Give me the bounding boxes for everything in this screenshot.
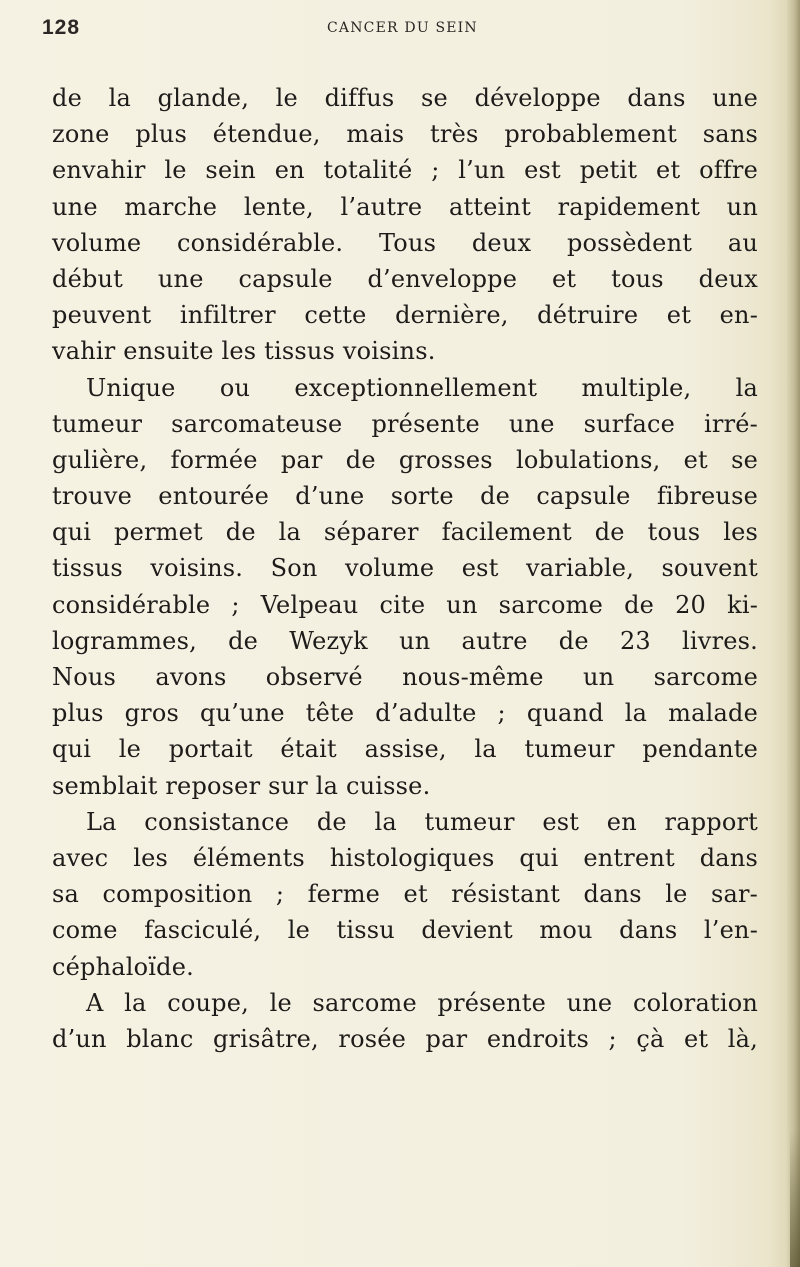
paragraph-first-line: La consistance de la tumeur est en rapport (86, 807, 758, 836)
text-line: zone plus étendue, mais très probablement sans (52, 120, 758, 149)
paragraph-end-line: vahir ensuite les tissus voisins. (52, 337, 436, 366)
page-edge-shadow (786, 0, 800, 1267)
text-line: tissus voisins. Son volume est variable, souvent (52, 554, 758, 583)
page-number: 128 (42, 16, 81, 39)
page-header (42, 16, 762, 46)
text-line: tumeur sarcomateuse présente une surface irré- (52, 409, 758, 438)
page-edge-stain (790, 1130, 800, 1267)
paragraph-first-line: Unique ou exceptionnellement multiple, la (86, 373, 758, 402)
text-line: come fasciculé, le tissu devient mou dans l’en- (52, 916, 758, 945)
text-line: qui le portait était assise, la tumeur pendante (52, 735, 758, 764)
text-line: Nous avons observé nous-même un sarcome (52, 663, 758, 691)
text-line: volume considérable. Tous deux possèdent au (52, 228, 758, 257)
text-line: avec les éléments histologiques qui entrent dans (52, 843, 758, 872)
text-line: qui permet de la séparer facilement de tous les (52, 518, 758, 547)
text-line: gulière, formée par de grosses lobulations, et se (52, 445, 758, 474)
text-line: considérable ; Velpeau cite un sarcome de 20 ki- (52, 590, 758, 619)
body-text (52, 80, 758, 1057)
paragraph-first-line: A la coupe, le sarcome présente une coloration (86, 988, 758, 1017)
paragraph-end-line: céphaloïde. (52, 952, 194, 981)
paragraph-end-line: semblait reposer sur la cuisse. (52, 771, 431, 800)
text-line: trouve entourée d’une sorte de capsule fibreuse (52, 482, 758, 511)
text-line: de la glande, le diffus se développe dans une (52, 84, 758, 112)
text-line: d’un blanc grisâtre, rosée par endroits ; çà et là, (52, 1024, 758, 1053)
text-line: sa composition ; ferme et résistant dans le sar- (52, 880, 758, 909)
running-head: CANCER DU SEIN (327, 20, 478, 36)
text-line: envahir le sein en totalité ; l’un est petit et offre (52, 156, 758, 185)
text-line: peuvent infiltrer cette dernière, détruire et en- (52, 301, 758, 330)
text-line: une marche lente, l’autre atteint rapidement un (52, 192, 758, 221)
text-line: début une capsule d’enveloppe et tous deux (52, 264, 758, 293)
text-line: logrammes, de Wezyk un autre de 23 livres. (52, 626, 758, 655)
text-line: plus gros qu’une tête d’adulte ; quand la malade (52, 699, 758, 728)
